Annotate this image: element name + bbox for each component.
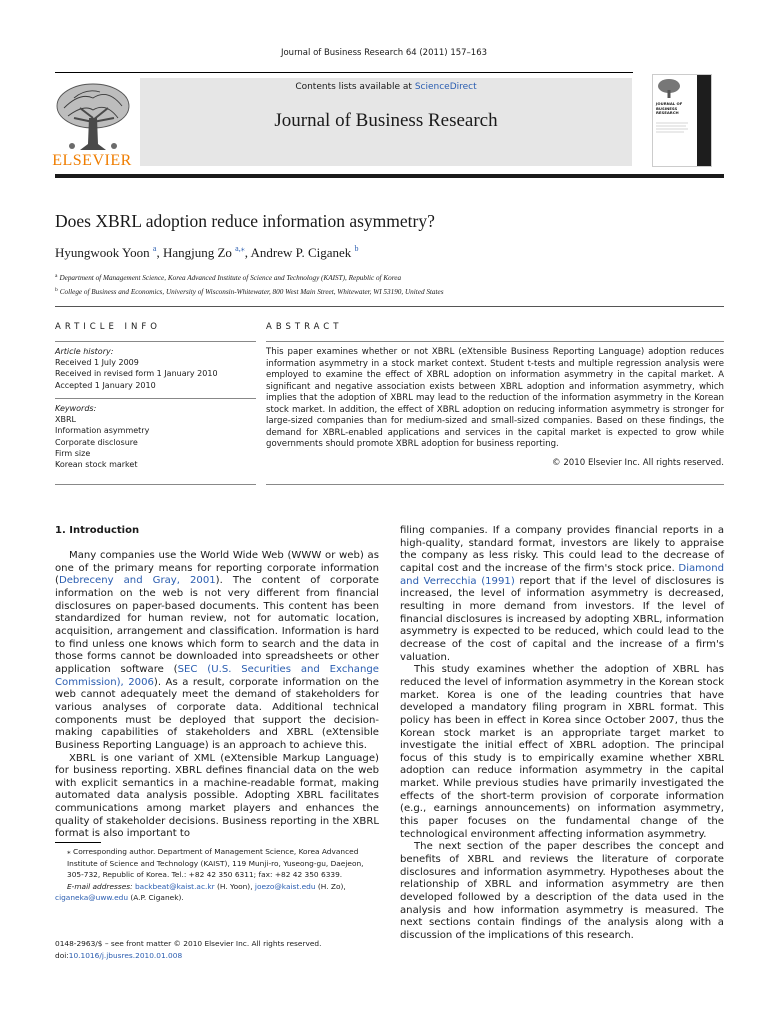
abstract-copyright: © 2010 Elsevier Inc. All rights reserved. xyxy=(552,458,724,468)
section-rule xyxy=(55,306,724,307)
email-addresses-cont xyxy=(55,892,379,904)
author-name: Hangjung Zo xyxy=(162,245,232,260)
email-owner: (H. Yoon), xyxy=(214,881,255,891)
journal-reference: Journal of Business Research 64 (2011) 157–163 xyxy=(280,48,488,58)
article-info-rule xyxy=(55,341,256,342)
affil-sup: a xyxy=(55,273,58,279)
paragraph-text: Many companies use the World Wide Web (WWW or web) as one of the primary means for reporting corporate information ( xyxy=(55,550,379,587)
affiliation-a xyxy=(55,270,444,284)
cover-tree-icon xyxy=(656,78,682,100)
doi-link[interactable]: 10.1016/j.jbusres.2010.01.008 xyxy=(68,950,183,960)
paragraph: XBRL is one variant of XML (eXtensible Markup Language) for business reporting. XBRL defines financial data on the web with explicit semantics in a machine-readable format, making automated data analysis possible. Adopting XBRL facilitates communications among market players and enhances the quality of stakeholder decisions. Business reporting in the XBRL format is also important to xyxy=(55,752,379,840)
author-affil-sup[interactable]: a xyxy=(152,244,157,253)
keyword: Information asymmetry xyxy=(55,426,150,436)
keyword: Corporate disclosure xyxy=(55,437,138,447)
keywords-label: Keywords: xyxy=(55,404,97,413)
footnote-rule xyxy=(55,842,101,843)
abstract-text: This paper examines whether or not XBRL (eXtensible Business Reporting Language) adoption reduces information asymmetry in a stock market context. Student t-tests and multiple regression analysis were employed to examine the effect of XBRL adoption on information asymmetry in the capital market. A significant and negative association exists between XBRL adoption and information asymmetry, which implies that the adoption of XBRL may lead to the reduction of the information asymmetry in the Korean stock market. In addition, the effect of XBRL adoption on reducing information asymmetry is stronger for large-sized companies than for medium-sized and small-sized companies. Based on these findings, the demand for XBRL-enabled applications and services in the capital market is expected to grow while governments should promote XBRL adoption for business reporting. xyxy=(266,347,724,449)
affil-sup: b xyxy=(55,287,58,293)
body-column-left xyxy=(55,550,379,841)
author-list: Hyungwook Yoon $^a$, Hangjung Zo $^{a,⁎}$, Andrew P. Ciganek $^b$ xyxy=(55,244,359,260)
journal-banner xyxy=(140,78,632,166)
author-affil-sup[interactable]: b xyxy=(354,244,359,253)
cover-text-lines xyxy=(656,120,690,160)
history-item: Received 1 July 2009 xyxy=(55,358,139,368)
citation-link[interactable]: Debreceny and Gray, 2001 xyxy=(58,575,216,587)
cover-spine xyxy=(697,75,711,166)
keyword: Firm size xyxy=(55,448,91,458)
abstract-heading: ABSTRACT xyxy=(266,322,343,332)
email-link[interactable]: joezo@kaist.edu xyxy=(254,881,316,891)
paragraph: The next section of the paper describes the concept and benefits of XBRL and reviews the literature of corporate disclosures and information asymmetry. Hypotheses about the relationship of XBRL and information asymmetry are then developed followed by a description of the data used in the analysis and how information asymmetry is measured. The next sections contain findings of the analysis along with a discussion of the implications of this research. xyxy=(400,841,724,941)
email-link[interactable]: backbeat@kaist.ac.kr xyxy=(134,881,215,891)
email-label: E-mail addresses: xyxy=(67,881,135,891)
paragraph-text: ). The content of corporate information on the web is not very different from financial disclosures on paper-based documents. This content has been standardized for human review, not for automatic location, acquisition, arrangement and classification. Information is hard to find unless one knows which form to search and the data in those forms cannot be downloaded into spreadsheets or other application software ( xyxy=(55,575,379,675)
citation-link[interactable]: SEC (U.S. Securities and Exchange Commission), 2006 xyxy=(55,663,379,688)
paragraph xyxy=(400,525,724,664)
paragraph-text: ). As a result, corporate information on the web cannot adequately meet the demand of stakeholders for various analyses of corporate data. Additional technical components must be deployed that support the decision-making capabilities of stakeholders and XBRL (eXtensible Business Reporting Language) is an approach to achieve this. xyxy=(55,676,379,751)
footnotes xyxy=(55,846,379,904)
history-item: Accepted 1 January 2010 xyxy=(55,380,156,390)
paper-title: Does XBRL adoption reduce information asymmetry? xyxy=(55,211,435,231)
affil-text: Department of Management Science, Korea Advanced Institute of Science and Technology (KAIST), Republic of Korea xyxy=(59,274,402,282)
history-label: Article history: xyxy=(55,347,114,356)
journal-cover xyxy=(652,74,712,167)
corresponding-author-note: ⁎ Corresponding author. Department of Management Science, Korea Advanced Institute of Science and Technology (KAIST), 119 Munji-ro, Yuseong-gu, Daejeon, 305-732, Republic of Korea. Tel.: +82 42 350 6311; fax: +82 42 350 6339. xyxy=(67,847,364,879)
article-info-rule xyxy=(55,484,256,485)
affiliation-b xyxy=(55,284,444,298)
header-rule xyxy=(55,72,633,73)
doi-line xyxy=(55,950,379,962)
paragraph-text: filing companies. If a company provides financial reports in a high-quality, standard format, investors are likely to appraise the company as less risky. This could lead to the decrease of capital cost and the increase of the firm's stock price. xyxy=(400,525,724,574)
section-heading: 1. Introduction xyxy=(55,525,140,536)
contents-line xyxy=(140,82,632,92)
author-affil-sup[interactable]: a,⁎ xyxy=(235,244,245,253)
email-addresses xyxy=(55,881,379,893)
author-name: Andrew P. Ciganek xyxy=(250,245,352,260)
article-info-rule xyxy=(55,398,256,399)
history-item: Received in revised form 1 January 2010 xyxy=(55,369,218,379)
abstract-rule xyxy=(266,484,724,485)
affiliations xyxy=(55,270,444,298)
body-column-right xyxy=(400,525,724,943)
elsevier-wordmark: ELSEVIER xyxy=(52,152,132,169)
email-owner: (A.P. Ciganek). xyxy=(128,893,184,902)
email-link[interactable]: ciganeka@uww.edu xyxy=(55,893,129,902)
issn-line: 0148-2963/$ – see front matter © 2010 Elsevier Inc. All rights reserved. xyxy=(55,939,322,948)
abstract-rule xyxy=(266,341,724,342)
cover-title: JOURNAL OF BUSINESS RESEARCH xyxy=(656,101,683,116)
email-owner: (H. Zo), xyxy=(315,881,346,891)
paragraph xyxy=(55,550,379,753)
doi-label: doi: xyxy=(55,950,69,960)
article-info-heading: ARTICLE INFO xyxy=(55,322,161,332)
sciencedirect-link[interactable]: ScienceDirect xyxy=(414,82,477,92)
contents-prefix: Contents lists available at xyxy=(295,82,415,92)
paragraph: This study examines whether the adoption of XBRL has reduced the level of information asymmetry in the Korean stock market. Korea is one of the leading countries that have developed a mandatory filing program in XBRL format. This policy has been in effect in Korea since October 2007, thus the Korean stock market is an appropriate target market to investigate the initial effect of XBRL adoption. The principal focus of this study is to empirically examine whether XBRL adoption can reduce information asymmetry in the capital market. While previous studies have primarily investigated the effects of the short-term provision of corporate information (e.g., earnings announcements) on information asymmetry, this paper focuses on the fundamental change of the technological environment affecting information asymmetry. xyxy=(400,664,724,840)
keywords xyxy=(55,403,255,470)
citation-link[interactable]: Diamond and Verrecchia (1991) xyxy=(400,562,724,587)
header-thick-rule xyxy=(55,174,724,178)
front-matter xyxy=(55,938,379,962)
journal-title: Journal of Business Research xyxy=(274,110,498,131)
affil-text: College of Business and Economics, University of Wisconsin-Whitewater, 800 West Main Street, Whitewater, WI 53190, United States xyxy=(59,288,444,296)
author-name: Hyungwook Yoon xyxy=(55,245,150,260)
keyword: XBRL xyxy=(55,415,76,425)
paragraph-text: report that if the level of disclosures is increased, the level of information asymmetry is decreased, resulting in more demand from investors. If the level of financial disclosures is increased by adopting XBRL, information asymmetry is expected to be reduced, which could lead to the decrease of the cost of capital and the increase of a firm's valuation. xyxy=(400,575,724,663)
keyword: Korean stock market xyxy=(55,460,138,470)
article-history xyxy=(55,346,255,391)
